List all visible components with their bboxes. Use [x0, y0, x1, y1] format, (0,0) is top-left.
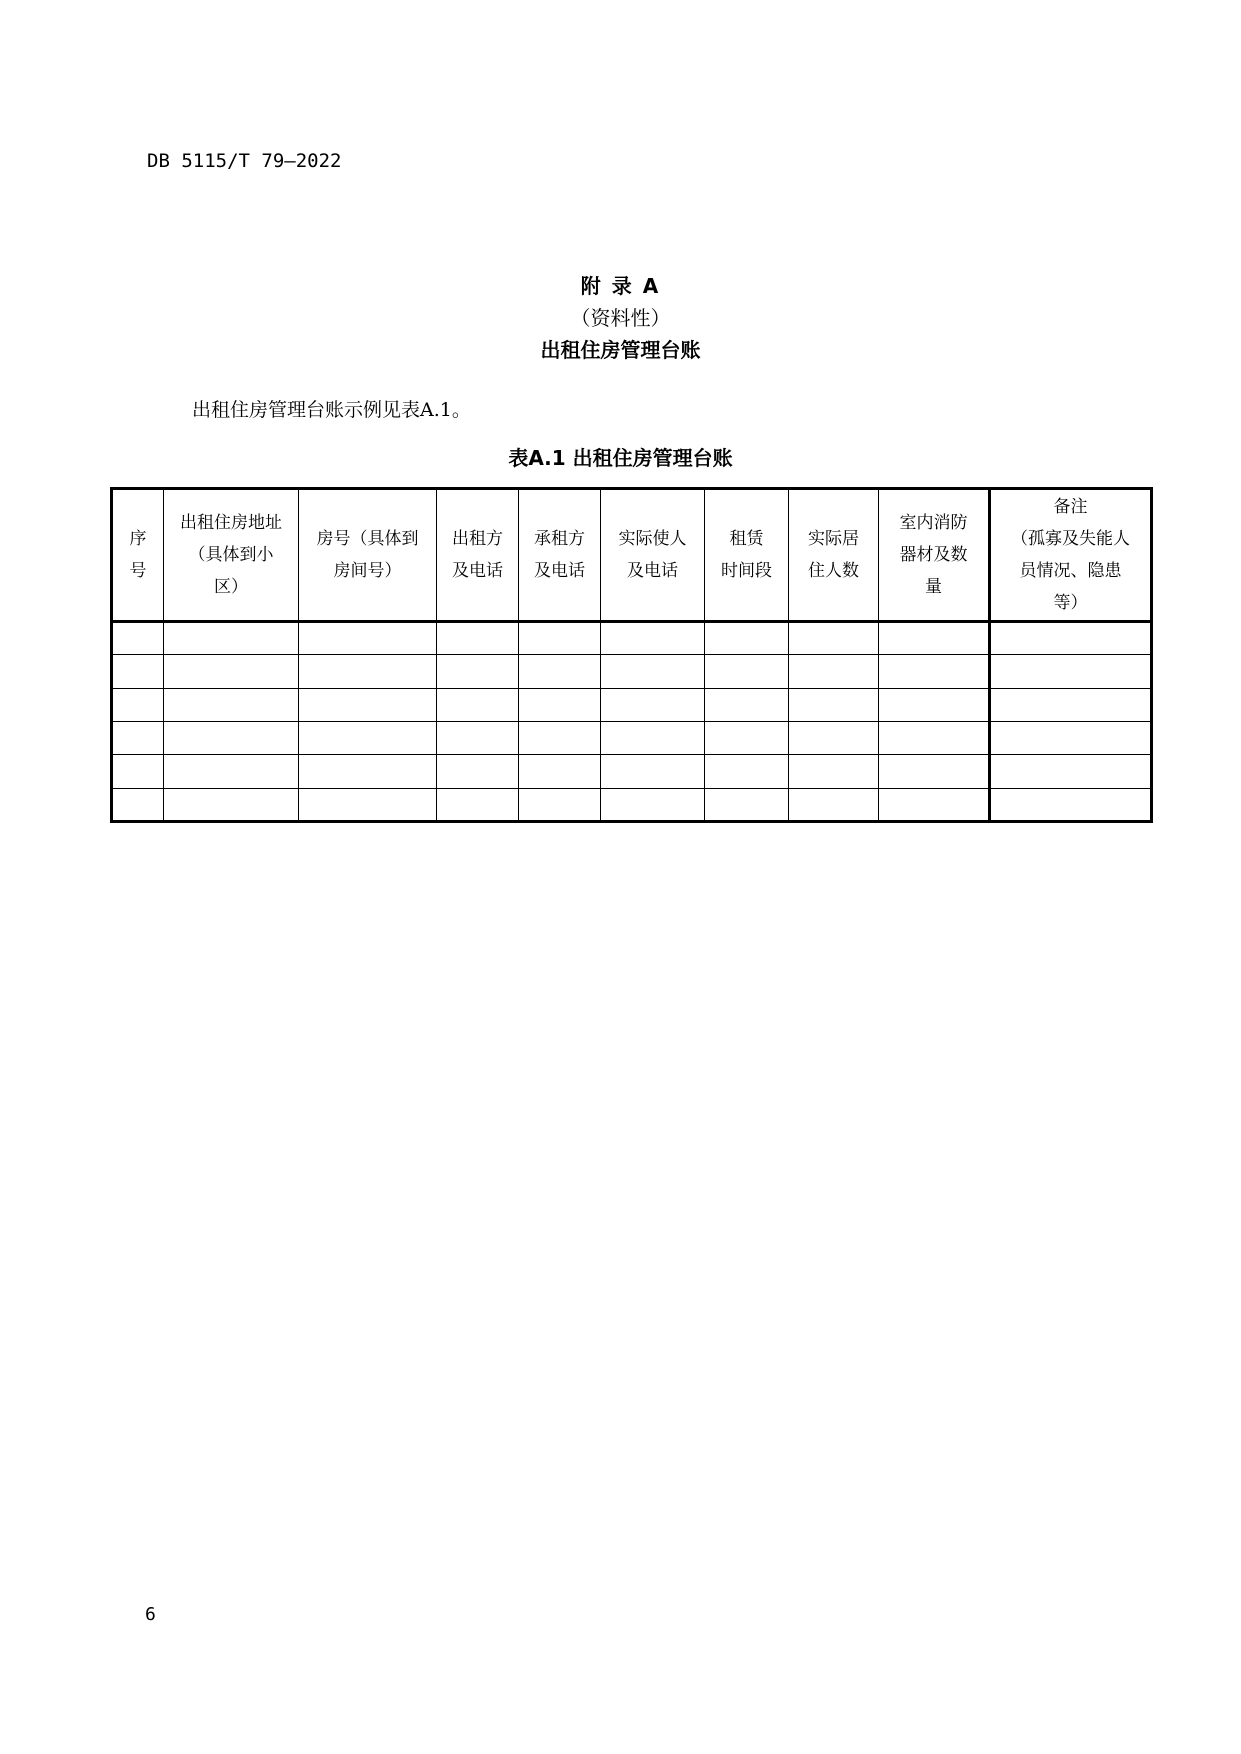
table-cell — [112, 755, 164, 788]
table-cell — [164, 755, 299, 788]
document-code: DB 5115/T 79—2022 — [147, 150, 342, 172]
table-cell — [789, 655, 879, 688]
table-cell — [299, 755, 437, 788]
table-cell — [299, 622, 437, 655]
table-cell — [990, 788, 1152, 821]
header-rental-address: 出租住房地址 （具体到小 区） — [164, 489, 299, 622]
table-cell — [299, 788, 437, 821]
table-cell — [705, 655, 789, 688]
table-cell — [879, 755, 990, 788]
table-cell — [519, 688, 601, 721]
table-cell — [601, 688, 705, 721]
table-row — [112, 655, 1152, 688]
table-cell — [705, 755, 789, 788]
table-row — [112, 755, 1152, 788]
table-cell — [164, 721, 299, 754]
table-row — [112, 622, 1152, 655]
table-header-row — [112, 489, 1152, 622]
rental-ledger-table — [110, 487, 1153, 823]
table-cell — [519, 622, 601, 655]
table-cell — [601, 622, 705, 655]
table-cell — [879, 622, 990, 655]
table-cell — [112, 688, 164, 721]
table-cell — [112, 721, 164, 754]
table-cell — [112, 788, 164, 821]
header-remarks: 备注 （孤寡及失能人 员情况、隐患 等） — [990, 489, 1152, 622]
table-cell — [299, 721, 437, 754]
table-cell — [705, 721, 789, 754]
appendix-type: （资料性） — [570, 306, 671, 330]
table-row — [112, 721, 1152, 754]
header-tenant-phone: 承租方 及电话 — [519, 489, 601, 622]
table-cell — [789, 788, 879, 821]
table-cell — [299, 655, 437, 688]
table-cell — [879, 688, 990, 721]
table-cell — [601, 721, 705, 754]
table-cell — [879, 788, 990, 821]
header-lease-period: 租赁 时间段 — [705, 489, 789, 622]
table-cell — [990, 721, 1152, 754]
table-cell — [164, 655, 299, 688]
table-cell — [705, 622, 789, 655]
table-cell — [990, 688, 1152, 721]
header-actual-user-phone: 实际使人 及电话 — [601, 489, 705, 622]
header-room-number: 房号（具体到 房间号） — [299, 489, 437, 622]
table-cell — [789, 721, 879, 754]
table-cell — [164, 688, 299, 721]
table-cell — [990, 755, 1152, 788]
table-cell — [519, 655, 601, 688]
appendix-name: 出租住房管理台账 — [540, 338, 701, 362]
table-cell — [705, 788, 789, 821]
table-cell — [990, 655, 1152, 688]
table-cell — [437, 721, 519, 754]
intro-paragraph: 出租住房管理台账示例见表A.1。 — [192, 399, 471, 421]
table-cell — [601, 788, 705, 821]
table-cell — [164, 788, 299, 821]
header-occupant-count: 实际居 住人数 — [789, 489, 879, 622]
table-cell — [519, 755, 601, 788]
table-row — [112, 788, 1152, 821]
header-fire-equipment: 室内消防 器材及数 量 — [879, 489, 990, 622]
table-caption: 表A.1 出租住房管理台账 — [508, 446, 733, 470]
header-serial-number: 序 号 — [112, 489, 164, 622]
page-number: 6 — [145, 1604, 156, 1625]
table-cell — [437, 688, 519, 721]
table-cell — [879, 655, 990, 688]
table-body — [112, 622, 1152, 822]
table-cell — [437, 788, 519, 821]
appendix-title: 附 录 A — [580, 274, 661, 298]
table-cell — [164, 622, 299, 655]
table-cell — [789, 688, 879, 721]
table-cell — [990, 622, 1152, 655]
table-cell — [437, 622, 519, 655]
table-row — [112, 688, 1152, 721]
table-cell — [112, 622, 164, 655]
table-cell — [789, 622, 879, 655]
table-cell — [519, 788, 601, 821]
table-cell — [601, 655, 705, 688]
table-cell — [601, 755, 705, 788]
table-cell — [112, 655, 164, 688]
header-landlord-phone: 出租方 及电话 — [437, 489, 519, 622]
table-cell — [437, 755, 519, 788]
table-cell — [519, 721, 601, 754]
table-cell — [299, 688, 437, 721]
table-cell — [879, 721, 990, 754]
table-cell — [437, 655, 519, 688]
table-cell — [705, 688, 789, 721]
table-cell — [789, 755, 879, 788]
